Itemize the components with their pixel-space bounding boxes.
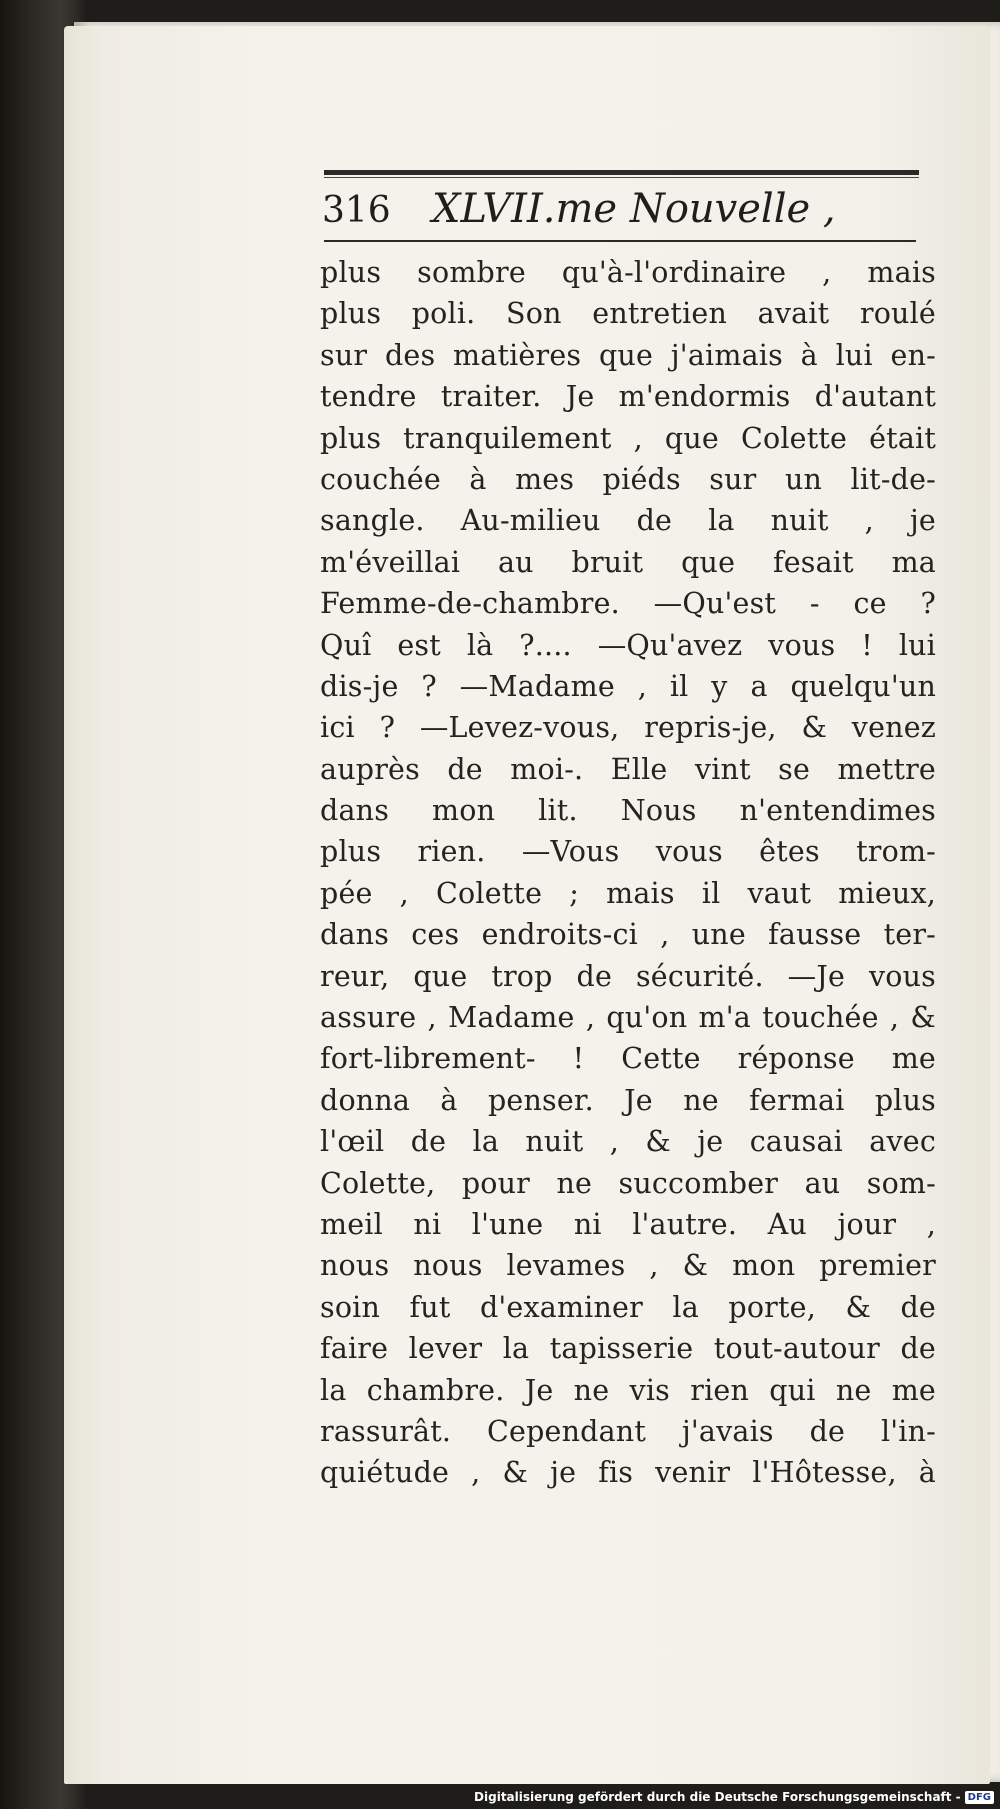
body-text [320, 252, 936, 1494]
text-line: ici ? —Levez-vous, repris-je, & venez [320, 711, 936, 745]
text-line: donna à penser. Je ne fermai plus [320, 1083, 936, 1117]
text-line: m'éveillai au bruit que fesait ma [320, 545, 936, 579]
text-line: faire lever la tapisserie tout-autour de [320, 1332, 936, 1366]
text-line: Colette, pour ne succomber au som- [320, 1166, 936, 1200]
header-rule-top [324, 170, 919, 175]
text-line: sangle. Au-milieu de la nuit , je [320, 504, 936, 538]
text-line: dans ces endroits-ci , une fausse ter- [320, 918, 936, 952]
text-line: l'œil de la nuit , & je causai avec [320, 1125, 936, 1159]
text-line: reur, que trop de sécurité. —Je vous [320, 959, 936, 993]
text-line: Femme-de-chambre. —Qu'est - ce ? [320, 587, 936, 621]
dfg-logo: DFG [965, 1791, 994, 1804]
digitization-credit [474, 1786, 994, 1808]
running-title: XLVII.me Nouvelle , [432, 186, 836, 232]
text-line: Quî est là ?.... —Qu'avez vous ! lui [320, 628, 936, 662]
text-line: plus sombre qu'à-l'ordinaire , mais [320, 256, 936, 289]
text-line: rassurât. Cependant j'avais de l'in- [320, 1414, 936, 1448]
text-line: sur des matières que j'aimais à lui en- [320, 338, 936, 372]
text-line: la chambre. Je ne vis rien qui ne me [320, 1373, 936, 1407]
text-line: nous nous levames , & mon premier [320, 1249, 936, 1283]
text-line: pée , Colette ; mais il vaut mieux, [320, 876, 936, 910]
text-line: plus tranquilement , que Colette était [320, 421, 936, 455]
credit-text: Digitalisierung gefördert durch die Deutsche Forschungsgemeinschaft - [474, 1790, 961, 1804]
text-line: soin fut d'examiner la porte, & de [320, 1290, 936, 1324]
text-line: plus rien. —Vous vous êtes trom- [320, 835, 936, 869]
text-line: tendre traiter. Je m'endormis d'autant [320, 380, 936, 414]
text-line: fort-librement- ! Cette réponse me [320, 1042, 936, 1076]
text-line: dis-je ? —Madame , il y a quelqu'un [320, 669, 936, 703]
text-line: couchée à mes piéds sur un lit-de- [320, 462, 936, 496]
text-line: assure , Madame , qu'on m'a touchée , & [320, 1001, 936, 1035]
text-line: dans mon lit. Nous n'entendimes [320, 794, 936, 828]
page-number: 316 [322, 190, 391, 231]
text-line: meil ni l'une ni l'autre. Au jour , [320, 1207, 936, 1241]
text-line: plus poli. Son entretien avait roulé [320, 297, 936, 331]
text-line: auprès de moi-. Elle vint se mettre [320, 752, 936, 786]
header-rule-bottom [324, 240, 916, 242]
running-header [322, 186, 922, 242]
text-line: quiétude , & je fis venir l'Hôtesse, à [320, 1456, 936, 1490]
